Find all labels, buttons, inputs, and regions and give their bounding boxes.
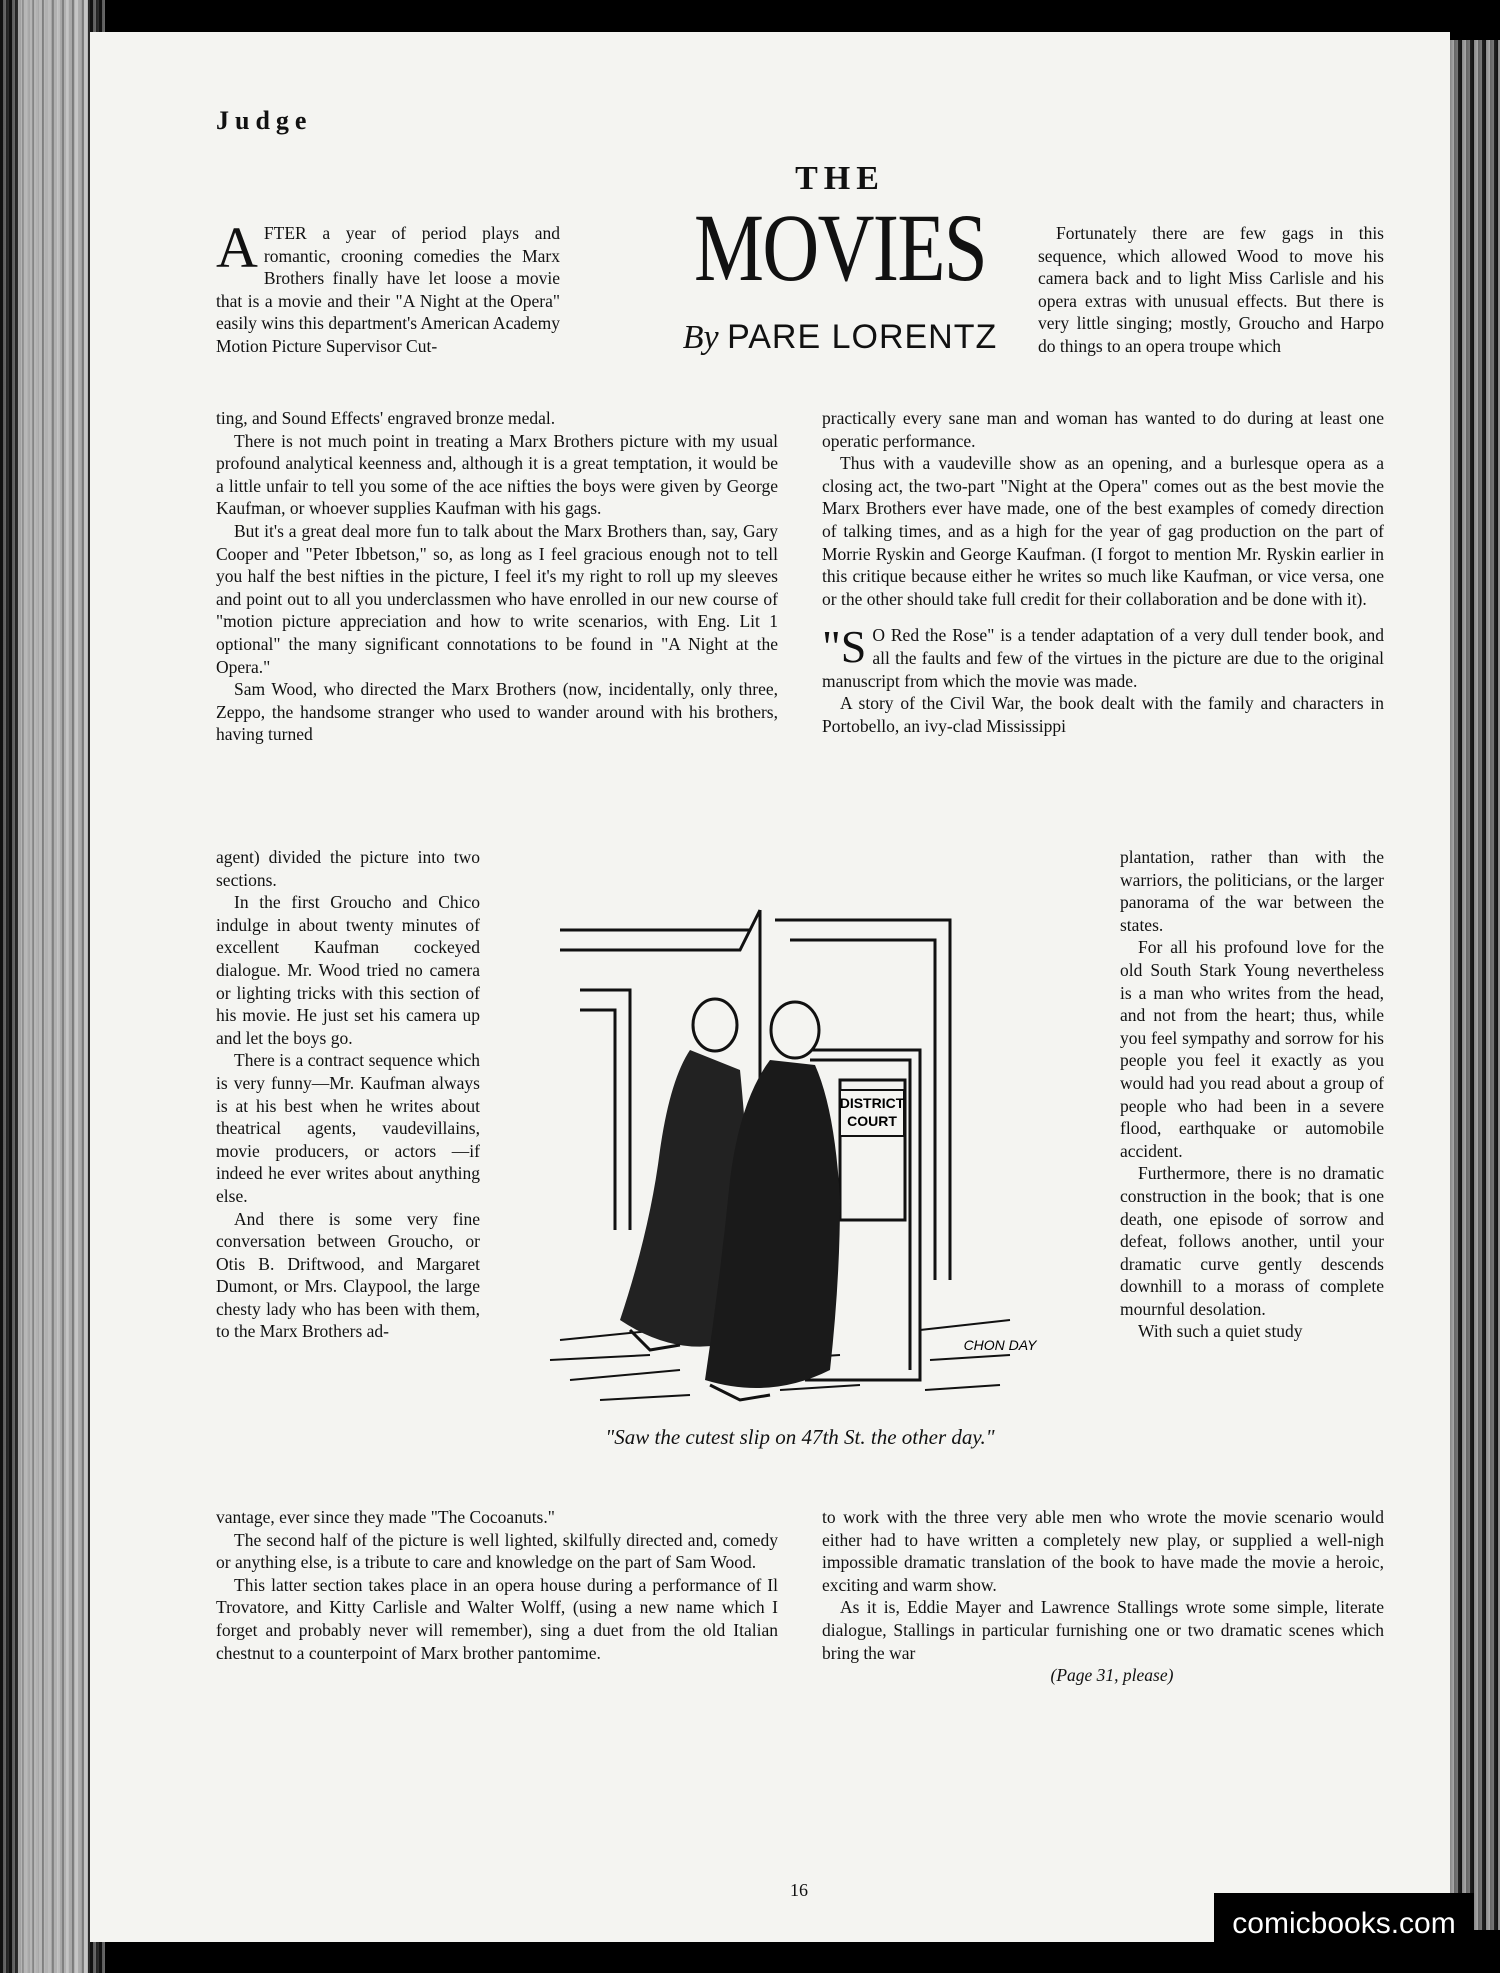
wide1-p4: Sam Wood, who directed the Marx Brothers (now, incidentally, only three, Zeppo, the handsome stranger who used to wander around with his brothers, having turned xyxy=(216,679,778,745)
watermark: comicbooks.com xyxy=(1214,1893,1474,1955)
book-page-edge-right xyxy=(1450,40,1500,1930)
dropcap-a: A xyxy=(216,215,258,280)
wide1-p2: There is not much point in treating a Marx Brothers picture with my usual profound analytical keenness and, although it is a great temptation, it would be a little unfair to tell you some of the ace nifties the boys were given by George Kaufman, or whoever supplies Kaufman with his gags. xyxy=(216,430,778,519)
byline xyxy=(600,318,1080,357)
col3-narrow-p1: plantation, rather than with the warriors, the politicians, or the larger panorama of the war between the states. xyxy=(1120,847,1384,935)
col1-narrow-text xyxy=(216,846,480,1343)
artist-signature: CHON DAY xyxy=(963,1337,1037,1353)
wide4-p2: As it is, Eddie Mayer and Lawrence Stallings wrote some simple, literate dialogue, Stallings in particular furnishing one or two dramatic scenes which bring the war xyxy=(822,1597,1384,1663)
col1-top-paragraph: FTER a year of period plays and romantic, crooning comedies the Marx Brothers finally have let loose a movie that is a movie and their "A Night at the Opera" easily wins this department's American Academy Motion Picture Supervisor Cut- xyxy=(216,223,560,356)
wide-block-4 xyxy=(822,1506,1384,1687)
running-head: Judge xyxy=(216,106,313,135)
sign-line-1: DISTRICT xyxy=(839,1095,905,1111)
col1-narrow-p3: There is a contract sequence which is very funny—Mr. Kaufman always is at his best when he writes about theatrical agents, vaudevillains, movie producers, or actors —if indeed he ever writes about anything else. xyxy=(216,1050,480,1206)
col3-top-text xyxy=(1038,222,1384,358)
col1-narrow-p1: agent) divided the picture into two sections. xyxy=(216,847,480,890)
cartoon-caption: "Saw the cutest slip on 47th St. the other day." xyxy=(605,1425,995,1449)
continued-note: (Page 31, please) xyxy=(1050,1665,1174,1686)
sign-line-2: COURT xyxy=(847,1113,897,1129)
col1-top-text xyxy=(216,215,560,358)
title-the: THE xyxy=(795,160,885,197)
title-movies: MOVIES xyxy=(694,194,986,301)
col3-narrow-p2: For all his profound love for the old South Stark Young nevertheless is a man who writes from the head, and not from the heart; thus, while you feel sympathy and sorrow for his people you feel it exactly as you would had you read about a group of people who had been in a severe flood, earthquake or automobile accident. xyxy=(1120,937,1384,1161)
wide2-p3: O Red the Rose" is a tender adaptation of a very dull tender book, and all the faults and few of the virtues in the picture are due to the original manuscript from which the movie was made. xyxy=(822,625,1384,691)
wide2-p1: practically every sane man and woman has wanted to do during at least one operatic performance. xyxy=(822,408,1384,451)
col3-narrow-text xyxy=(1120,846,1384,1343)
wide-block-2 xyxy=(822,407,1384,737)
wide-block-1 xyxy=(216,407,778,746)
byline-by: By xyxy=(682,319,719,356)
col1-narrow-p4: And there is some very fine conversation between Groucho, or Otis B. Driftwood, and Margaret Dumont, or Mrs. Claypool, the large chesty lady who has been with them, to the Marx Brothers ad- xyxy=(216,1208,480,1342)
wide3-p3: This latter section takes place in an opera house during a performance of Il Trovatore, and Kitty Carlisle and Walter Wolff, (using a new name which I forget and probably never will remember), sing a duet from the old Italian chestnut to a counterpoint of Marx brother pantomime. xyxy=(216,1574,778,1663)
wide-block-3 xyxy=(216,1506,778,1664)
cartoon-illustration xyxy=(540,900,1060,1430)
dropcap-s: "S xyxy=(822,621,867,673)
wide4-p1: to work with the three very able men who wrote the movie scenario would either had to have written a completely new play, or supplied a well-nigh impossible dramatic translation of the book to have made the movie a heroic, exciting and warm show. xyxy=(822,1507,1384,1595)
col3-narrow-p4: With such a quiet study xyxy=(1138,1321,1303,1342)
wide3-p2: The second half of the picture is well lighted, skilfully directed and, comedy or anything else, is a tribute to care and knowledge on the part of Sam Wood. xyxy=(216,1529,778,1573)
book-page-stack-left xyxy=(18,0,88,1973)
col3-narrow-p3: Furthermore, there is no dramatic construction in the book; that is one death, one episode of sorrow and defeat, follows another, until your dramatic curve gently descends downhill to a morass of complete mournful desolation. xyxy=(1120,1163,1384,1319)
wide1-p1: ting, and Sound Effects' engraved bronze medal. xyxy=(216,408,556,428)
wide1-p3: But it's a great deal more fun to talk about the Marx Brothers than, say, Gary Cooper and "Peter Ibbetson," so, as long as I feel gracious enough not to tell you half the best nifties in the picture, I feel it's my right to roll up my sleeves and point out to all you underclassmen who have enrolled in our new course of "motion picture appreciation and how to write scenarios, with Eng. Lit 1 optional" the many significant connotations to be found in "A Night at the Opera." xyxy=(216,520,778,677)
col3-top-paragraph: Fortunately there are few gags in this sequence, which allowed Wood to move his camera back and to light Miss Carlisle and his opera extras with unusual effects. But there is very little singing; mostly, Groucho and Harpo do things to an opera troupe which xyxy=(1038,223,1384,356)
page-number: 16 xyxy=(790,1880,808,1900)
byline-author: PARE LORENTZ xyxy=(727,318,998,356)
wide2-p2: Thus with a vaudeville show as an opening, and a burlesque opera as a closing act, the two-part "Night at the Opera" comes out as the best movie the Marx Brothers ever have made, one of the best examples of comedy direction of talking times, and as a high for the year of gag production on the part of Morrie Ryskin and George Kaufman. (I forgot to mention Mr. Ryskin earlier in this critique because either he writes so much like Kaufman, or vice versa, one or the other should take full credit for their collaboration and be done with it). xyxy=(822,453,1384,609)
wide2-p4: A story of the Civil War, the book dealt with the family and characters in Portobello, an ivy-clad Mississippi xyxy=(822,693,1384,736)
wide3-p1: vantage, ever since they made "The Cocoanuts." xyxy=(216,1507,555,1527)
col1-narrow-p2: In the first Groucho and Chico indulge in about twenty minutes of excellent Kaufman cockeyed dialogue. Mr. Wood tried no camera or lighting tricks with this section of his movie. He just set his camera up and let the boys go. xyxy=(216,892,480,1048)
